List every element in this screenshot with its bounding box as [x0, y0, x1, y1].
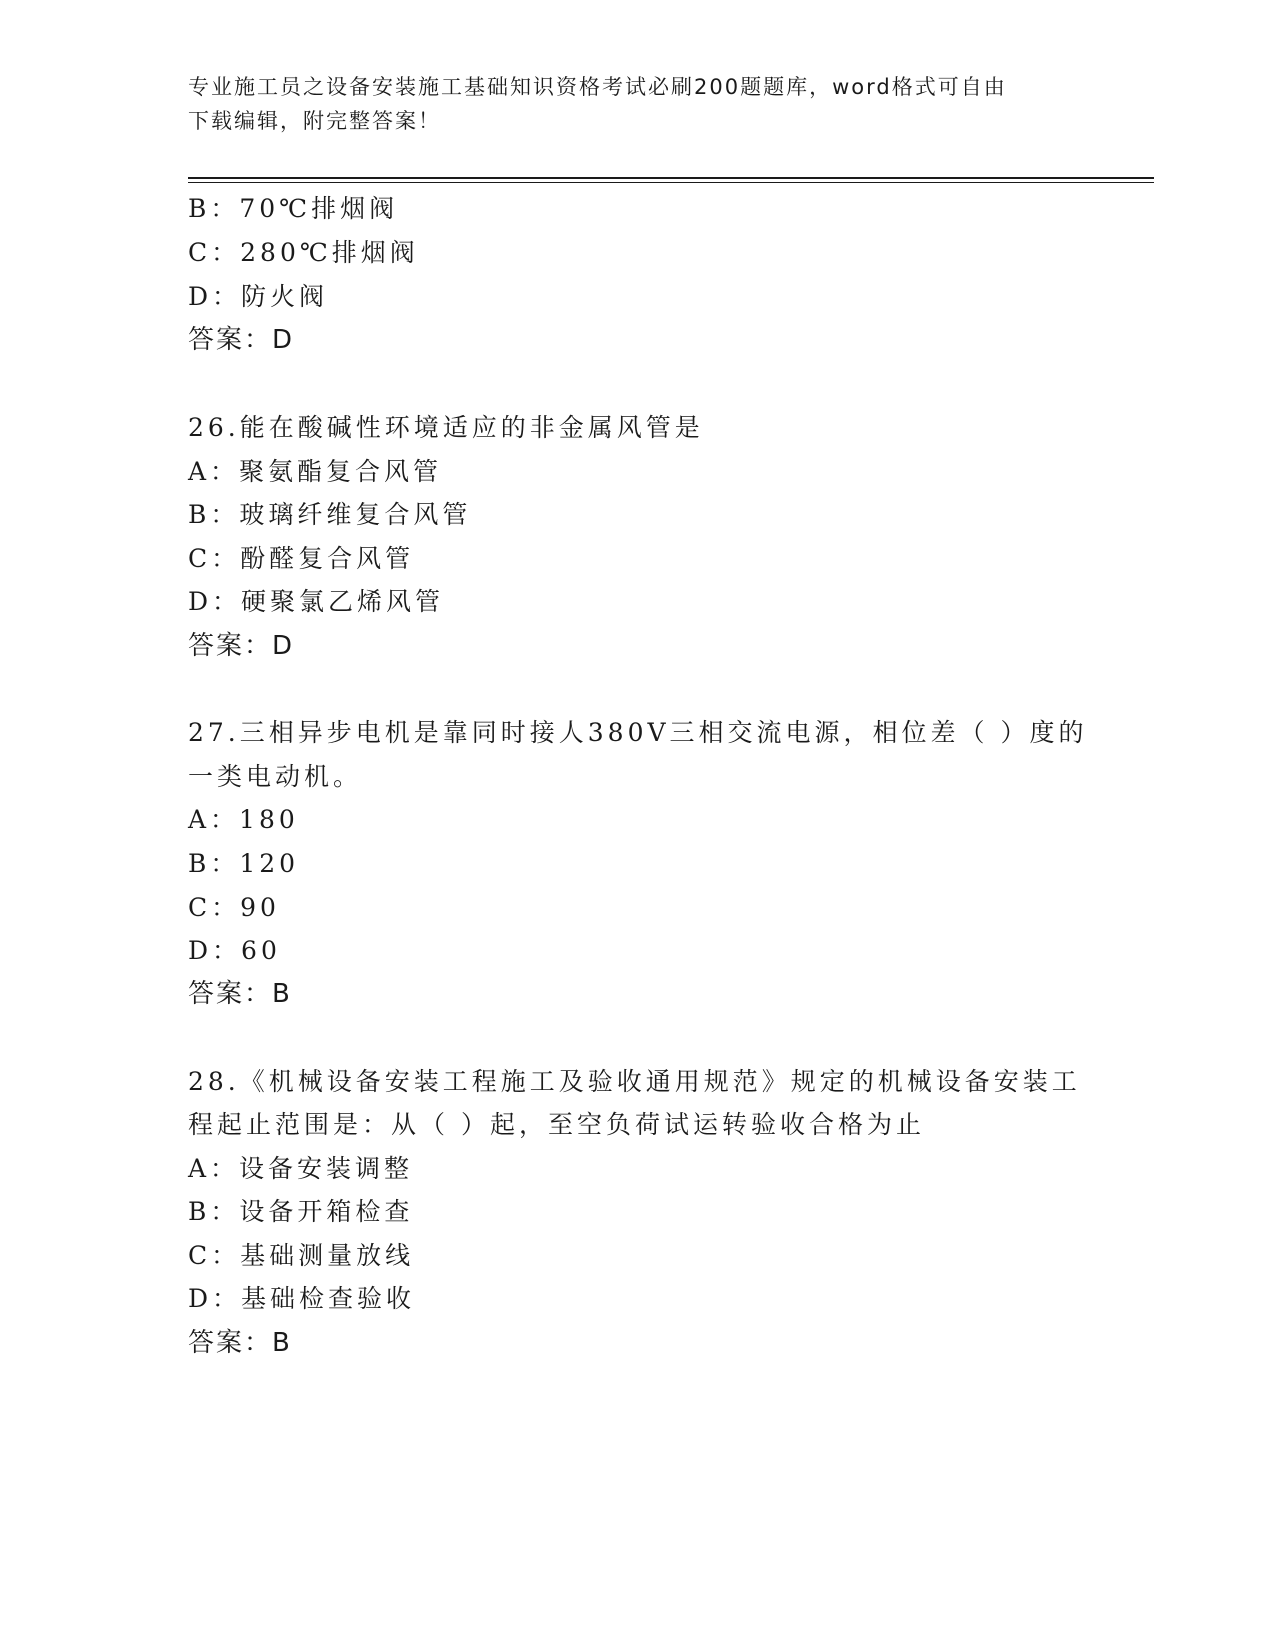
- document-header: [188, 70, 1068, 138]
- q26-question: 26.能在酸碱性环境适应的非金属风管是: [188, 413, 704, 442]
- q28-question-line2: 程起止范围是：从（ ）起，至空负荷试运转验收合格为止: [188, 1110, 925, 1139]
- q27-option-b: B：120: [188, 849, 300, 878]
- q27-option-c: C：90: [188, 893, 280, 922]
- header-divider-thin: [188, 182, 1154, 183]
- q26-option-a: A：聚氨酯复合风管: [188, 457, 443, 486]
- q25-answer: 答案：D: [188, 325, 295, 355]
- q25-option-c: C：280℃排烟阀: [188, 238, 419, 267]
- q27-question-line2: 一类电动机。: [188, 762, 363, 791]
- q28-option-d: D：基础检查验收: [188, 1284, 416, 1313]
- q28-option-c: C：基础测量放线: [188, 1241, 415, 1270]
- q26-option-d: D：硬聚氯乙烯风管: [188, 587, 445, 616]
- q26-answer: 答案：D: [188, 631, 295, 661]
- q27-option-a: A：180: [188, 805, 299, 834]
- q25-option-b: B：70℃排烟阀: [188, 194, 399, 223]
- q27-question-line1: 27.三相异步电机是靠同时接人380V三相交流电源，相位差（ ）度的: [188, 718, 1088, 747]
- q27-answer: 答案：B: [188, 979, 292, 1009]
- header-title-line2: 下载编辑，附完整答案！: [188, 109, 441, 133]
- q26-option-c: C：酚醛复合风管: [188, 544, 415, 573]
- q27-option-d: D：60: [188, 936, 281, 965]
- q28-option-b: B：设备开箱检查: [188, 1197, 414, 1226]
- header-title-line1: 专业施工员之设备安装施工基础知识资格考试必刷200题题库，word格式可自由: [188, 75, 1007, 99]
- q28-option-a: A：设备安装调整: [188, 1154, 414, 1183]
- q28-answer: 答案：B: [188, 1328, 292, 1358]
- q28-question-line1: 28.《机械设备安装工程施工及验收通用规范》规定的机械设备安装工: [188, 1067, 1081, 1096]
- header-divider-thick: [188, 177, 1154, 179]
- q26-option-b: B：玻璃纤维复合风管: [188, 500, 472, 529]
- q25-option-d: D：防火阀: [188, 282, 329, 311]
